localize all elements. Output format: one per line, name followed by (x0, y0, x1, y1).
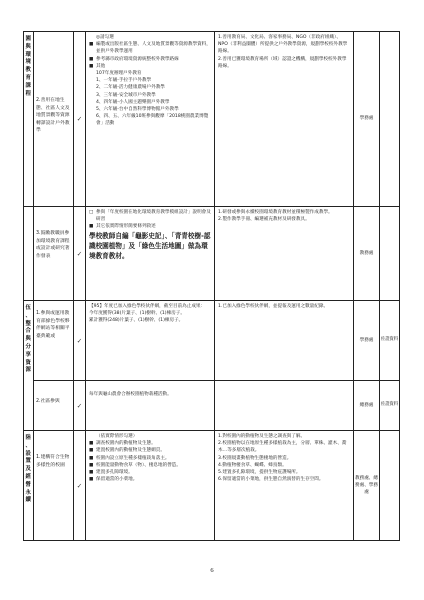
check-mark: ✓ (74, 431, 86, 541)
criteria-cell: 1.研發或參與永續校園環境教育教材並積極製作成教學。 2.製作教學手冊、編選補充教材及研發教具。 (215, 207, 354, 301)
table-row (24, 207, 400, 301)
check-mark: ✓ (74, 301, 86, 381)
responsible-unit: 教務處、總務處、學務處 (354, 431, 380, 541)
responsible-unit: 學務處 (354, 32, 380, 207)
implementation-cell: ◎請勾選 ■ 編製或出版社區生態、人文及地質景觀等資源教學資料，並供戶外教學運用 ■ 參考縣市政府環境資源統整校外教學路線 ■ 其他 107年度辦理戶外教育 1、一年級-手拉手戶外教學 2、二年級-活力健康農場戶外教學 3、三年級-安全城市戶外教學 4、四年級-小人國主題樂園戶外教學 5、六年級-台中自然科學博物館戶外教學 6、四、五、六年級10班參與觀摩「2018桃園農業博覽會」活動 (86, 32, 215, 207)
item-cell: 3.鼓勵教職員參加環境教育課程或設計或研究著作發表 (34, 207, 74, 301)
check-mark: ✓ (74, 32, 86, 207)
highlight-text: 學校教師自編「龜影史記」、「青青校樹-認識校園植物」及「綠色生活地圖」做為環境教育教材。 (89, 231, 211, 261)
dimension-cell: 伍 、 整 合 與 分 享 資 源 (24, 301, 34, 431)
criteria-cell: 1.對校園內的動植物及生態之調查與了解。 2.校園植物以在地原生種多樣植栽為主，分層、單株、灌木、喬木…等多層次植栽。 3.校園規畫動植物生態棲地的營造。 4.動植物棲食草、蝴蝶、蜂鳥類。 5.建置多孔隙環境，提供生物庇護場所。 6.保留適當的小菜地，供生態自然演替的生存空間。 (215, 431, 354, 541)
item-cell: 1.建構符合生物多樣性的校園 (34, 431, 74, 541)
responsible-unit: 教務處 (354, 207, 380, 301)
implementation-cell: 【95】年度已加入綠色學校伙伴網，截至目前為止成果： 今年度獲得(38)片葉子、(1)樹幹、(1)棟房子。 累計獲得(248)片葉子、(1)樹幹、(1)棟房子。 (86, 301, 215, 381)
page-number: 6 (210, 567, 214, 574)
item-cell: 1.參與或運用教育部綠色學校夥伴網站等相關平臺典範或 (34, 301, 74, 381)
dimension-cell (24, 207, 34, 301)
criteria-cell: 1.善用教育局、文化局、客家事務局、NGO（非政府組織）、NPO（非利益團體）所提供之戶外教學資源，規劃學校校外教學路線。 2.善用已獲環境教育場所（域）認證之機構，規劃學校校外教學路線。 (215, 32, 354, 207)
implementation-cell: □ 參與「年度校園在地化環境教育教學模組設計」說明會及研習 ■ 其它依實際情形簡要條列敘述 學校教師自編「龜影史記」、「青青校樹-認識校園植物」及「綠色生活地圖」做為環境教育教材。 (86, 207, 215, 301)
table-row (24, 381, 400, 431)
table-row (24, 32, 400, 207)
implementation-cell: 每年與龜山農會合辦校園植物栽種活動。 (86, 381, 215, 431)
note-cell (380, 431, 400, 541)
implementation-cell: （依實際情形勾選） ■ 調查校園內的動植物及生態。 ■ 建置校園內的動植物及生態網頁。 ■ 校園內設立原生種多樣植栽角落主。 ■ 校園能量動物食草（物）、棲息地的營造。 ■ 建置多孔隙環境。 ■ 保留適當的小菜地。 (86, 431, 215, 541)
check-mark: ✓ (74, 207, 86, 301)
environmental-education-table (23, 31, 400, 541)
check-mark: ✓ (74, 381, 86, 431)
dimension-cell: 園 與 環 境 教 育 課 程 (24, 32, 34, 207)
note-cell: 佐證資料 (380, 381, 400, 431)
item-cell: 2.善用在地生態、社區人文及地質景觀等資源轉譯設計戶外教學 (34, 32, 74, 207)
item-cell: 2.社區參與 (34, 381, 74, 431)
table-row (24, 301, 400, 381)
note-cell: 佐證資料 (380, 301, 400, 381)
responsible-unit: 總務處 (354, 381, 380, 431)
note-cell (380, 32, 400, 207)
criteria-cell: 1.已加入綠色學校伙伴網，並提報及運用之數量紀錄。 (215, 301, 354, 381)
responsible-unit: 學務處 (354, 301, 380, 381)
criteria-cell (215, 381, 354, 431)
table-row (24, 431, 400, 541)
dimension-cell: 陸 、 設 置 及 經 營 永 續 (24, 431, 34, 541)
note-cell (380, 207, 400, 301)
